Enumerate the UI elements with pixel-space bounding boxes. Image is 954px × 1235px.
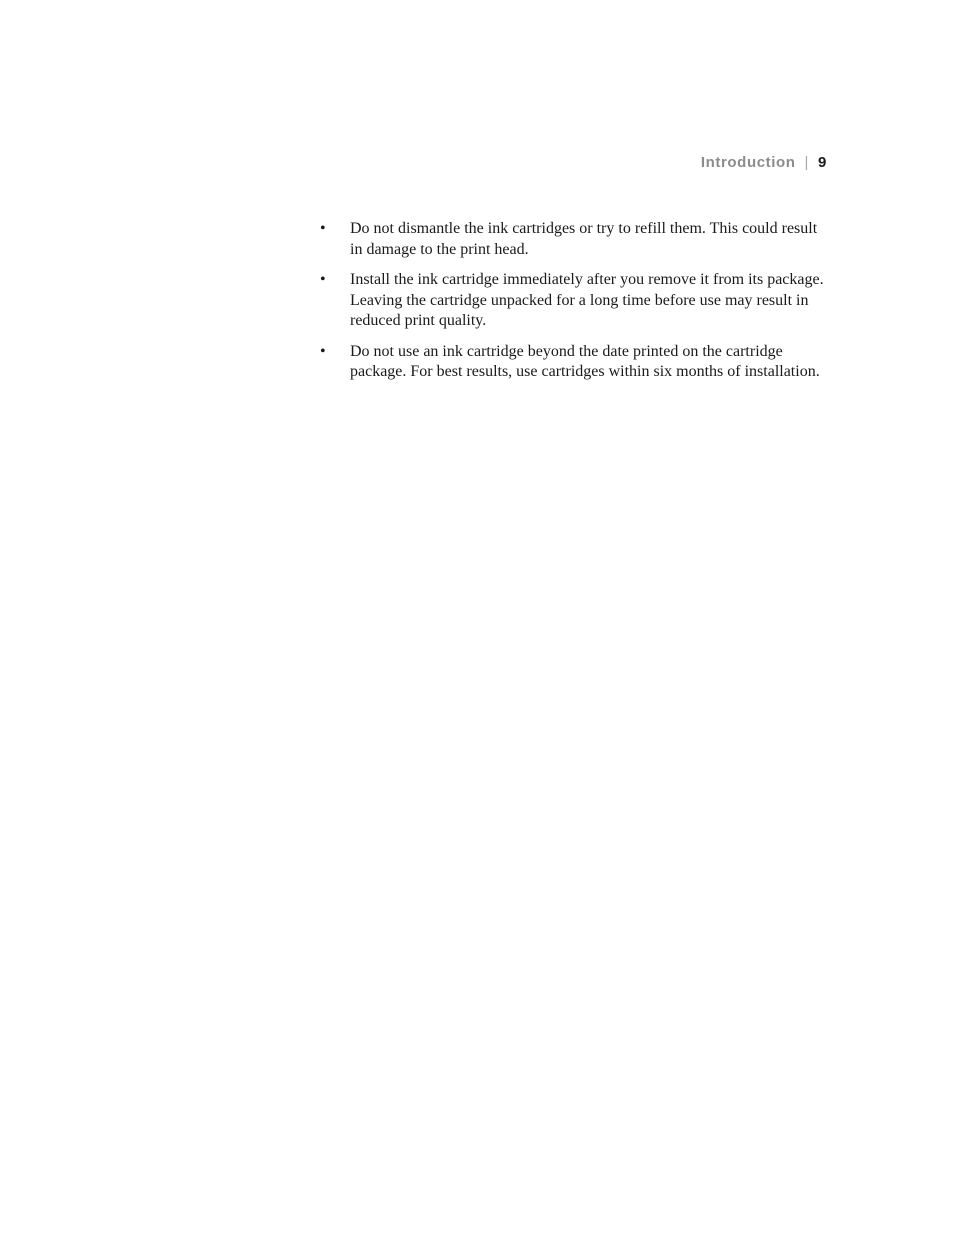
bullet-text: Do not dismantle the ink cartridges or try to refill them. This could result in damage to the print head. [350,220,818,258]
bullet-item-dismantle [320,219,832,260]
bullet-icon: • [320,220,326,237]
bullet-item-install-immediately [320,270,832,332]
bullet-icon: • [320,271,326,288]
bullet-icon: • [320,342,326,360]
running-header [701,153,827,173]
caution-bullet-list [320,219,832,393]
bullet-item-expiry-date [320,342,832,383]
bullet-text: Do not use an ink cartridge beyond the date printed on the cartridge package. For best results, use cartridges within six months of installation. [350,342,820,380]
header-separator: | [804,154,810,171]
bullet-text: Install the ink cartridge immediately after you remove it from its package. Leaving the cartridge unpacked for a long time before use may result in reduced print quality. [350,271,824,329]
page-number: 9 [818,154,827,171]
section-title: Introduction [700,154,796,171]
